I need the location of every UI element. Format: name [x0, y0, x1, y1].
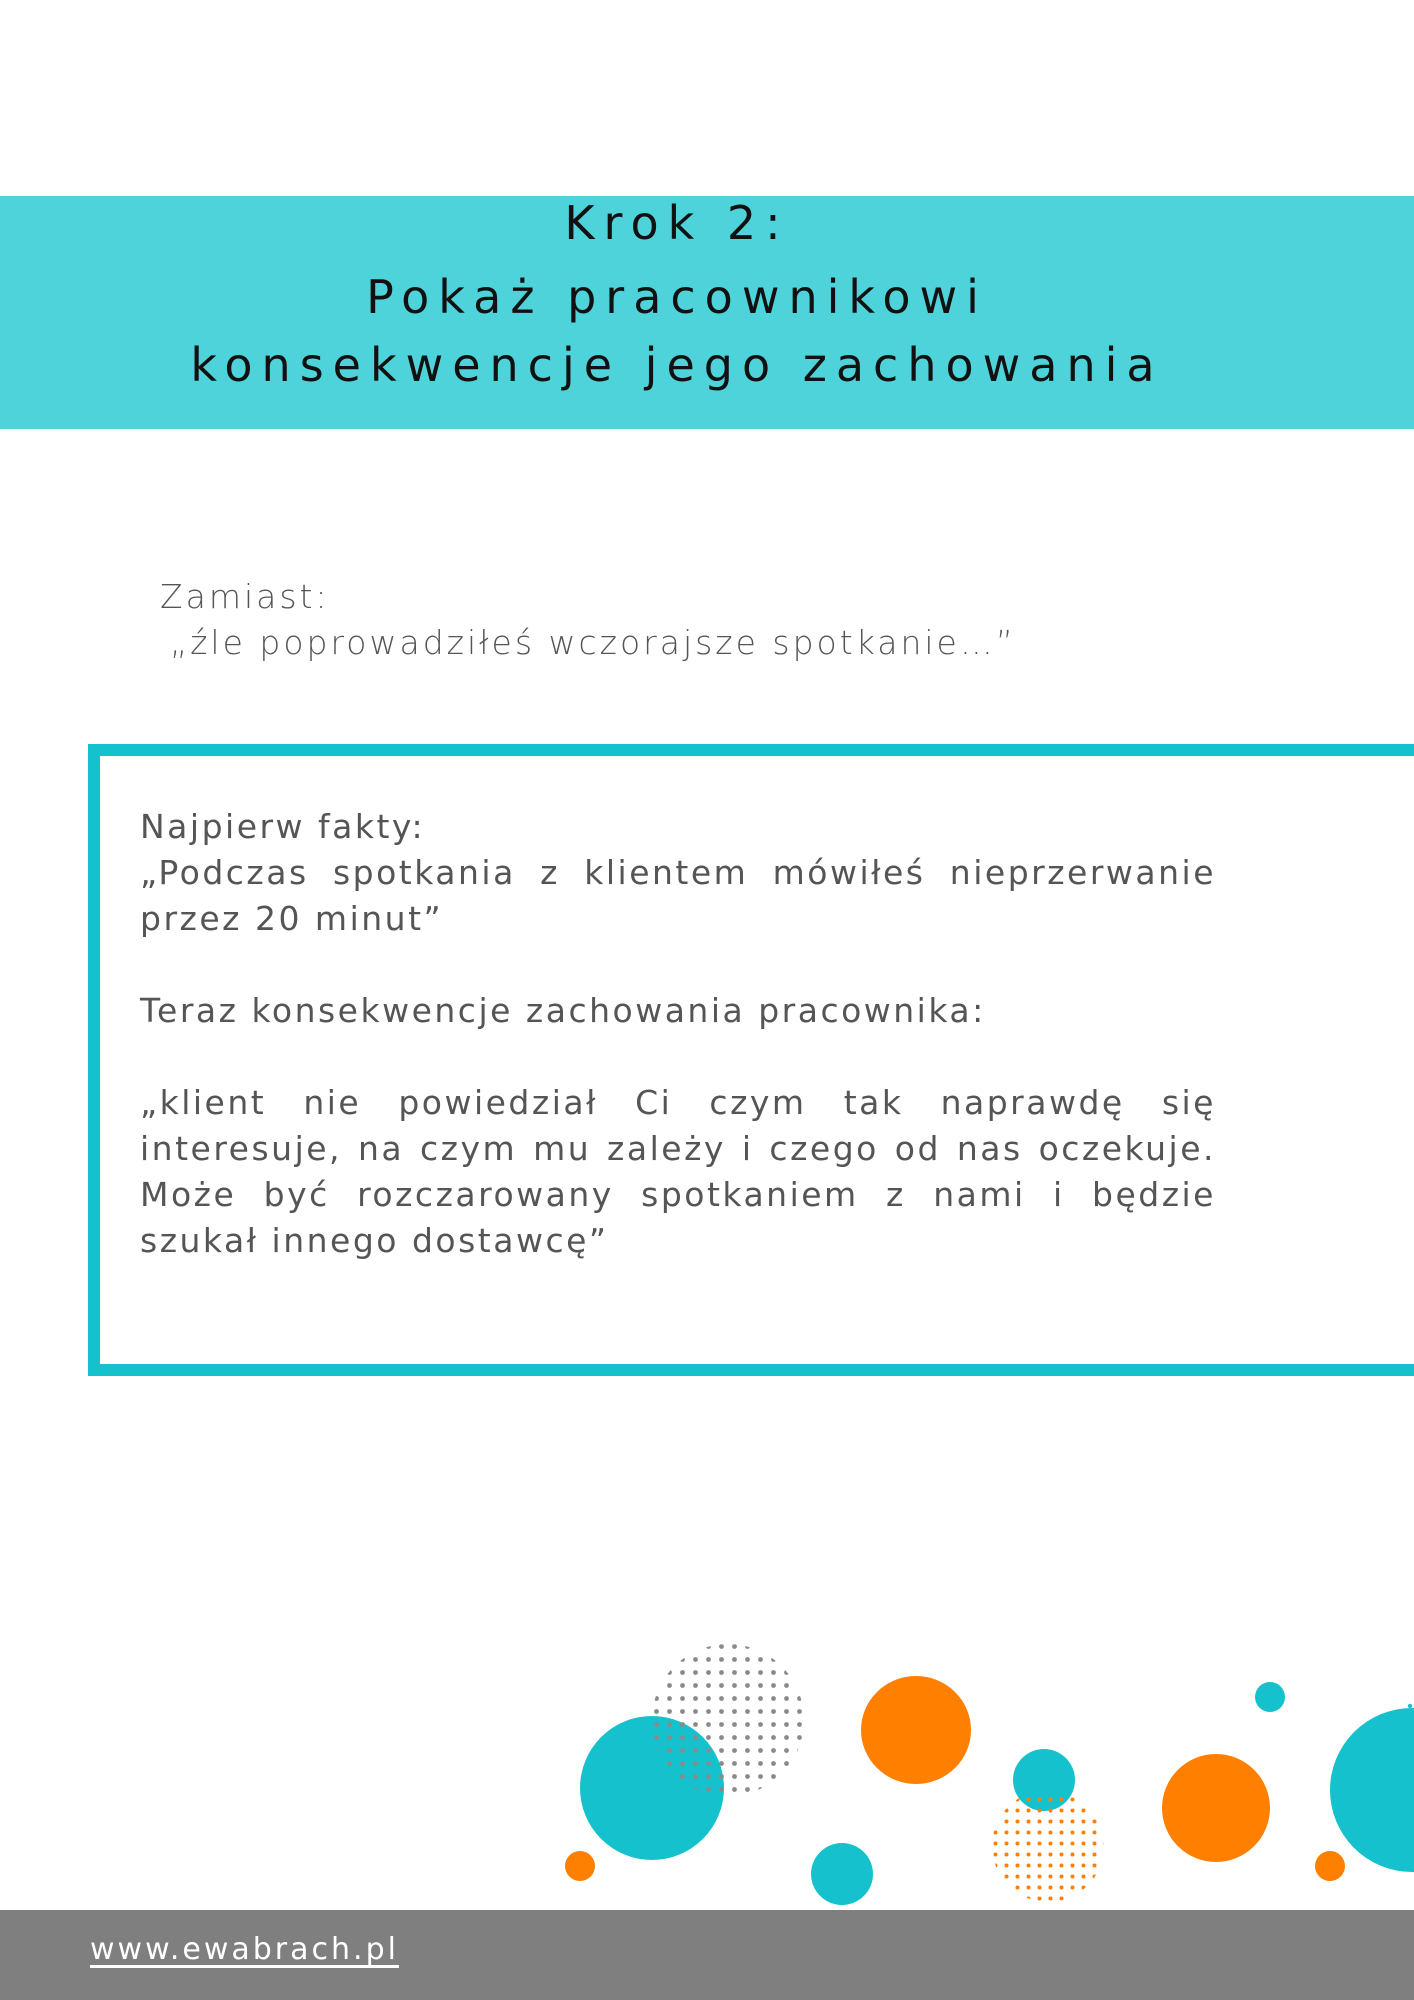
teal-circle [811, 1843, 873, 1905]
instead-label: Zamiast: [160, 577, 330, 616]
grey-dotted-circle [652, 1644, 804, 1796]
orange-circle [1162, 1754, 1270, 1862]
instead-quote: „źle poprowadziłeś wczorajsze spotkanie…” [170, 623, 1016, 662]
teal-dot [1255, 1682, 1285, 1712]
footer-bar [0, 1910, 1414, 2000]
orange-dotted-circle [992, 1790, 1104, 1902]
facts-label: Najpierw fakty: [140, 807, 426, 846]
step-label: Krok 2: [564, 196, 790, 250]
instead-section [160, 574, 1016, 666]
consequences-label: Teraz konsekwencje zachowania pracownika: [140, 991, 986, 1030]
orange-dot [565, 1851, 595, 1881]
page-title-line-2: konsekwencje jego zachowania [190, 338, 1164, 392]
website-link[interactable]: www.ewabrach.pl [90, 1932, 399, 1967]
page-title-line-1: Pokaż pracownikowi [366, 270, 988, 324]
orange-circle [861, 1676, 971, 1784]
title-banner [0, 196, 1414, 429]
orange-dot [1315, 1851, 1345, 1881]
decorative-circles [0, 1640, 1414, 1910]
consequences-quote: „klient nie powiedział Ci czym tak naprawdę się interesuje, na czym mu zależy i czego od nas oczekuje. Może być rozczarowany spotkaniem z nami i będzie szukał innego dostawcę” [140, 1083, 1216, 1260]
facts-quote: „Podczas spotkania z klientem mówiłeś nieprzerwanie przez 20 minut” [140, 853, 1216, 938]
